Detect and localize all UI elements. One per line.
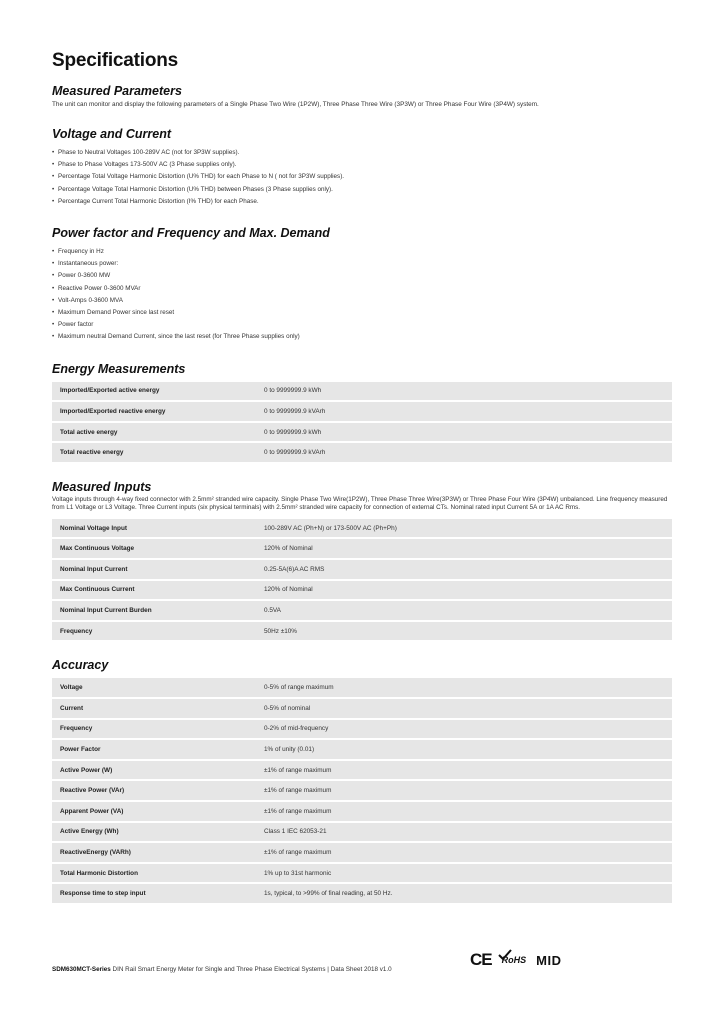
- table-row: [52, 720, 672, 739]
- table-row: [52, 519, 672, 538]
- mid-mark: MID: [536, 952, 562, 968]
- row-value: 1s, typical, to >99% of final reading, at 50 Hz.: [258, 884, 672, 903]
- table-row: [52, 443, 672, 462]
- row-label: Voltage: [52, 678, 258, 697]
- row-value: 1% of unity (0.01): [258, 740, 672, 759]
- table-row: [52, 699, 672, 718]
- row-label: Frequency: [52, 622, 258, 641]
- row-label: Total Harmonic Distortion: [52, 864, 258, 883]
- list-item: • Percentage Total Voltage Harmonic Distortion (U% THD) for each Phase to N ( not for 3P3W supplies).: [52, 171, 672, 183]
- energy-section: [52, 362, 672, 464]
- row-label: Total active energy: [52, 423, 258, 442]
- table-row: [52, 601, 672, 620]
- row-label: Total reactive energy: [52, 443, 258, 462]
- table-row: [52, 678, 672, 697]
- measured-parameters-heading: Measured Parameters: [52, 84, 182, 98]
- measured-parameters-text: The unit can monitor and display the following parameters of a Single Phase Two Wire (1P2W), Three Phase Three Wire (3P3W) or Three Phase Four Wire (3P4W) system.: [52, 101, 539, 108]
- row-label: Current: [52, 699, 258, 718]
- rohs-mark: [502, 955, 527, 965]
- row-label: Max Continuous Current: [52, 581, 258, 600]
- row-value: 0-5% of range maximum: [258, 678, 672, 697]
- table-row: [52, 884, 672, 903]
- table-row: [52, 740, 672, 759]
- row-value: 0 to 9999999.9 kVArh: [258, 402, 672, 421]
- row-value: 120% of Nominal: [258, 581, 672, 600]
- row-label: Active Power (W): [52, 761, 258, 780]
- list-item: • Phase to Phase Voltages 173-500V AC (3 Phase supplies only).: [52, 159, 672, 171]
- table-row: [52, 539, 672, 558]
- row-value: 0-5% of nominal: [258, 699, 672, 718]
- row-label: Imported/Exported active energy: [52, 382, 258, 401]
- row-label: Max Continuous Voltage: [52, 539, 258, 558]
- ce-mark: CE: [470, 950, 492, 969]
- row-label: Nominal Input Current Burden: [52, 601, 258, 620]
- row-value: 0.5VA: [258, 601, 672, 620]
- row-label: Response time to step input: [52, 884, 258, 903]
- power-factor-list: [52, 246, 672, 344]
- accuracy-table: [52, 676, 672, 905]
- table-row: [52, 802, 672, 821]
- list-item: • Power factor: [52, 319, 672, 331]
- row-label: Imported/Exported reactive energy: [52, 402, 258, 421]
- table-row: [52, 864, 672, 883]
- measured-parameters-section: [52, 84, 672, 109]
- power-factor-heading: Power factor and Frequency and Max. Demand: [52, 226, 330, 241]
- certification-marks: [470, 950, 561, 970]
- list-item: • Maximum neutral Demand Current, since the last reset (for Three Phase supplies only): [52, 331, 672, 343]
- voltage-current-list: [52, 147, 672, 208]
- inputs-text: Voltage inputs through 4-way fixed connector with 2.5mm² stranded wire capacity. Single Phase Two Wire(1P2W), Three Phase Three Wire(3P3W) or Three Phase Four Wire (3P4W) unbalanced. Line frequency measured from L1 Voltage or L3 Voltage. Three Current inputs (six physical terminals) with 2.5mm² stranded wire capacity for connection of external CTs. Nominal rated input Current 5A or 1A AC Rms.: [52, 496, 668, 512]
- list-item: • Percentage Current Total Harmonic Distortion (I% THD) for each Phase.: [52, 196, 672, 208]
- table-row: [52, 382, 672, 401]
- table-row: [52, 423, 672, 442]
- voltage-current-section: [52, 127, 672, 208]
- table-row: [52, 622, 672, 641]
- table-row: [52, 843, 672, 862]
- row-value: 0 to 9999999.9 kWh: [258, 382, 672, 401]
- row-value: 0-2% of mid-frequency: [258, 720, 672, 739]
- table-row: [52, 560, 672, 579]
- row-value: 0.25-5A(6)A AC RMS: [258, 560, 672, 579]
- list-item: • Phase to Neutral Voltages 100-289V AC (not for 3P3W supplies).: [52, 147, 672, 159]
- footer-model: SDM630MCT-Series: [52, 966, 111, 973]
- row-value: 0 to 9999999.9 kWh: [258, 423, 672, 442]
- row-label: Active Energy (Wh): [52, 823, 258, 842]
- row-label: Nominal Voltage Input: [52, 519, 258, 538]
- row-label: Frequency: [52, 720, 258, 739]
- energy-table: [52, 380, 672, 464]
- voltage-current-heading: Voltage and Current: [52, 127, 171, 141]
- row-value: 0 to 9999999.9 kVArh: [258, 443, 672, 462]
- table-row: [52, 781, 672, 800]
- accuracy-heading: Accuracy: [52, 658, 109, 673]
- power-factor-section: [52, 226, 672, 344]
- inputs-section: [52, 480, 672, 642]
- table-row: [52, 581, 672, 600]
- inputs-table: [52, 517, 672, 643]
- row-label: Apparent Power (VA): [52, 802, 258, 821]
- accuracy-section: [52, 658, 672, 905]
- page-title: Specifications: [52, 50, 179, 71]
- table-row: [52, 761, 672, 780]
- row-value: 100-289V AC (Ph+N) or 173-500V AC (Ph+Ph): [258, 519, 672, 538]
- row-label: Nominal Input Current: [52, 560, 258, 579]
- checkmark-icon: [498, 949, 512, 961]
- row-value: ±1% of range maximum: [258, 781, 672, 800]
- list-item: • Percentage Voltage Total Harmonic Distortion (U% THD) between Phases (3 Phase supplies only).: [52, 184, 672, 196]
- row-value: ±1% of range maximum: [258, 802, 672, 821]
- list-item: • Maximum Demand Power since last reset: [52, 307, 672, 319]
- row-label: Power Factor: [52, 740, 258, 759]
- rohs-label: RoHS: [501, 955, 527, 965]
- list-item: • Instantaneous power:: [52, 258, 672, 270]
- row-value: 50Hz ±10%: [258, 622, 672, 641]
- table-row: [52, 823, 672, 842]
- inputs-heading: Measured Inputs: [52, 480, 152, 495]
- row-value: 1% up to 31st harmonic: [258, 864, 672, 883]
- row-label: Reactive Power (VAr): [52, 781, 258, 800]
- row-value: ±1% of range maximum: [258, 843, 672, 862]
- datasheet-page: [52, 50, 672, 919]
- list-item: • Frequency in Hz: [52, 246, 672, 258]
- row-value: Class 1 IEC 62053-21: [258, 823, 672, 842]
- row-label: ReactiveEnergy (VARh): [52, 843, 258, 862]
- list-item: • Power 0-3600 MW: [52, 270, 672, 282]
- row-value: 120% of Nominal: [258, 539, 672, 558]
- list-item: • Reactive Power 0-3600 MVAr: [52, 283, 672, 295]
- table-row: [52, 402, 672, 421]
- list-item: • Volt-Amps 0-3600 MVA: [52, 295, 672, 307]
- energy-heading: Energy Measurements: [52, 361, 186, 376]
- footer: [52, 966, 392, 973]
- row-value: ±1% of range maximum: [258, 761, 672, 780]
- footer-text: DIN Rail Smart Energy Meter for Single and Three Phase Electrical Systems | Data Sheet 2018 v1.0: [112, 966, 392, 973]
